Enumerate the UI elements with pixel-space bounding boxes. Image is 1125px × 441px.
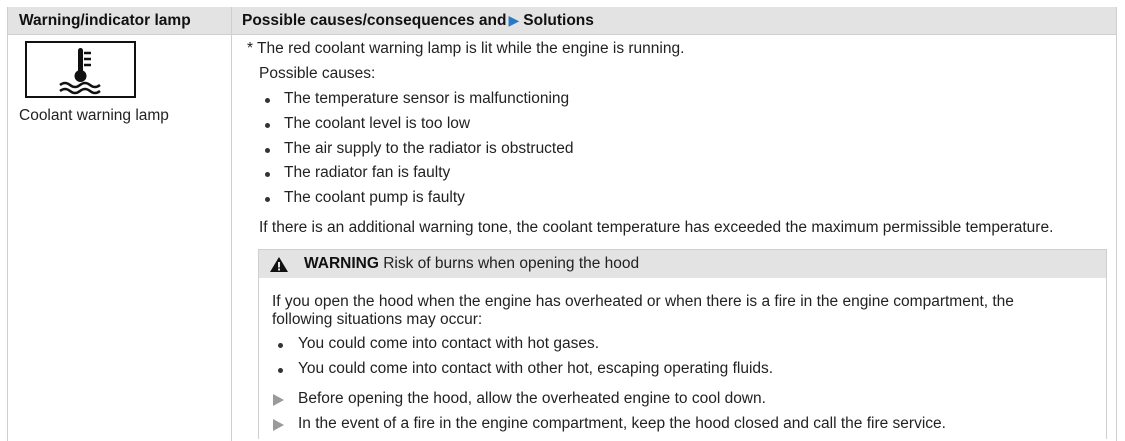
warning-box: [258, 249, 1107, 439]
step-item: In the event of a fire in the engine compartment, keep the hood closed and call the fire service.: [298, 415, 946, 432]
step-item: Before opening the hood, allow the overheated engine to cool down.: [298, 390, 766, 407]
bullet-icon: [265, 172, 270, 177]
list-item: The air supply to the radiator is obstructed: [284, 140, 574, 157]
warning-title-text: Risk of burns when opening the hood: [383, 255, 640, 272]
header-causes-label: Possible causes/consequences and: [242, 12, 507, 29]
bullet-icon: [265, 98, 270, 103]
bullet-icon: [265, 123, 270, 128]
intro-text: * The red coolant warning lamp is lit while the engine is running.: [247, 40, 685, 57]
column-divider: [231, 7, 232, 441]
bullet-icon: [278, 343, 283, 348]
list-item: The coolant pump is faulty: [284, 189, 465, 206]
header-solutions-label: Solutions: [523, 12, 594, 29]
list-item: You could come into contact with other hot, escaping operating fluids.: [298, 360, 774, 377]
warning-triangle-icon: [269, 256, 289, 273]
lamp-label: Coolant warning lamp: [19, 107, 169, 124]
warning-tone-note: If there is an additional warning tone, the coolant temperature has exceeded the maximum permissible temperature.: [259, 219, 1054, 236]
list-item: The radiator fan is faulty: [284, 164, 451, 181]
header-warning-lamp: Warning/indicator lamp: [19, 12, 191, 29]
bullet-icon: [278, 368, 283, 373]
warning-title: [304, 250, 639, 278]
step-arrow-icon: [273, 394, 284, 406]
bullet-icon: [265, 148, 270, 153]
play-triangle-icon: ▶: [508, 12, 520, 28]
list-item: You could come into contact with hot gases.: [298, 335, 600, 352]
header-causes-solutions: [242, 7, 1102, 34]
list-item: The coolant level is too low: [284, 115, 471, 132]
list-item: The temperature sensor is malfunctioning: [284, 90, 570, 107]
warning-label: WARNING: [304, 255, 379, 272]
bullet-icon: [265, 197, 270, 202]
warning-lamp-table: [7, 7, 1117, 441]
coolant-temperature-icon: [25, 41, 136, 98]
step-arrow-icon: [273, 419, 284, 431]
table-header: [8, 7, 1116, 35]
warning-body-line2: following situations may occur:: [272, 311, 483, 328]
warning-body-line1: If you open the hood when the engine has overheated or when there is a fire in the engine compartment, the: [272, 293, 1014, 310]
causes-heading: Possible causes:: [259, 65, 376, 82]
warning-header: [259, 250, 1106, 278]
